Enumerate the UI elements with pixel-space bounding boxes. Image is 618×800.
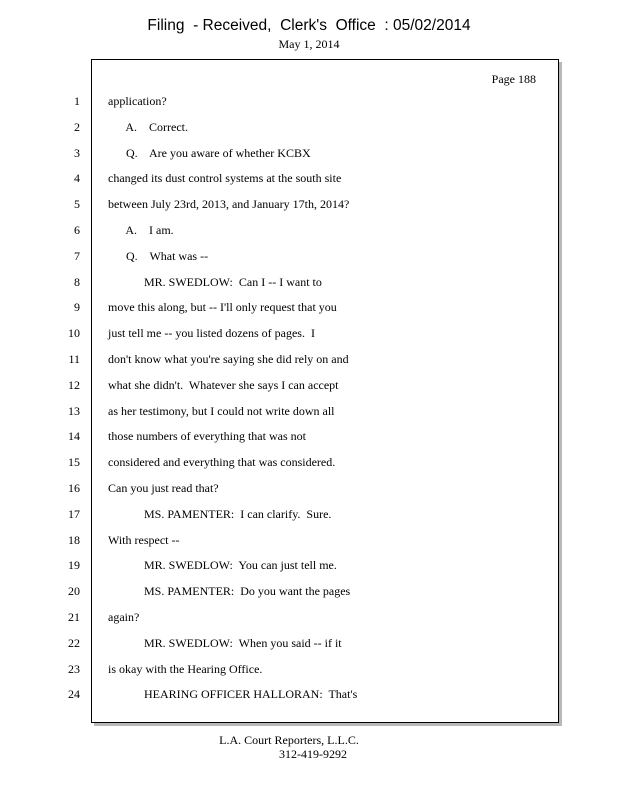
line-text: A. Correct.	[108, 120, 188, 134]
line-number: 14	[68, 429, 80, 443]
line-number: 10	[68, 326, 80, 340]
line-text: MR. SWEDLOW: You can just tell me.	[108, 558, 337, 572]
line-text: MR. SWEDLOW: Can I -- I want to	[108, 275, 322, 289]
reporter-phone: 312-419-9292	[279, 747, 347, 761]
document-date: May 1, 2014	[278, 37, 340, 51]
line-text: move this along, but -- I'll only request that you	[108, 300, 337, 314]
line-text: MS. PAMENTER: I can clarify. Sure.	[108, 507, 332, 521]
line-number: 23	[68, 662, 80, 676]
line-number: 8	[74, 275, 80, 289]
line-text: considered and everything that was considered.	[108, 455, 336, 469]
line-number: 13	[68, 404, 80, 418]
line-text: again?	[108, 610, 140, 624]
line-text: HEARING OFFICER HALLORAN: That's	[108, 687, 358, 701]
line-number: 24	[68, 687, 80, 701]
line-text: Can you just read that?	[108, 481, 219, 495]
line-text: as her testimony, but I could not write down all	[108, 404, 335, 418]
line-text: application?	[108, 94, 167, 108]
line-text: Q. Are you aware of whether KCBX	[108, 146, 311, 160]
line-text: between July 23rd, 2013, and January 17th, 2014?	[108, 197, 350, 211]
line-number: 15	[68, 455, 80, 469]
line-text: just tell me -- you listed dozens of pages. I	[108, 326, 315, 340]
line-number: 12	[68, 378, 80, 392]
line-number: 7	[74, 249, 80, 263]
reporter-company: L.A. Court Reporters, L.L.C.	[219, 733, 359, 747]
line-text: Q. What was --	[108, 249, 209, 263]
line-text: MR. SWEDLOW: When you said -- if it	[108, 636, 342, 650]
line-number: 4	[74, 171, 80, 185]
filing-stamp: Filing - Received, Clerk's Office : 05/02/2014	[147, 17, 471, 34]
line-number: 6	[74, 223, 80, 237]
line-text: With respect --	[108, 533, 180, 547]
line-number: 1	[74, 94, 80, 108]
line-number: 9	[74, 300, 80, 314]
line-number: 3	[74, 146, 80, 160]
line-number: 16	[68, 481, 80, 495]
line-number: 22	[68, 636, 80, 650]
line-text: what she didn't. Whatever she says I can accept	[108, 378, 339, 392]
line-number: 21	[68, 610, 80, 624]
line-number: 20	[68, 584, 80, 598]
line-text: don't know what you're saying she did rely on and	[108, 352, 349, 366]
line-text: A. I am.	[108, 223, 174, 237]
line-text: changed its dust control systems at the south site	[108, 171, 342, 185]
line-number: 17	[68, 507, 80, 521]
line-number: 2	[74, 120, 80, 134]
line-number: 11	[68, 352, 80, 366]
line-number: 19	[68, 558, 80, 572]
line-text: is okay with the Hearing Office.	[108, 662, 263, 676]
line-text: those numbers of everything that was not	[108, 429, 306, 443]
line-number: 5	[74, 197, 80, 211]
line-number: 18	[68, 533, 80, 547]
line-text: MS. PAMENTER: Do you want the pages	[108, 584, 351, 598]
page-number: Page 188	[491, 72, 536, 86]
